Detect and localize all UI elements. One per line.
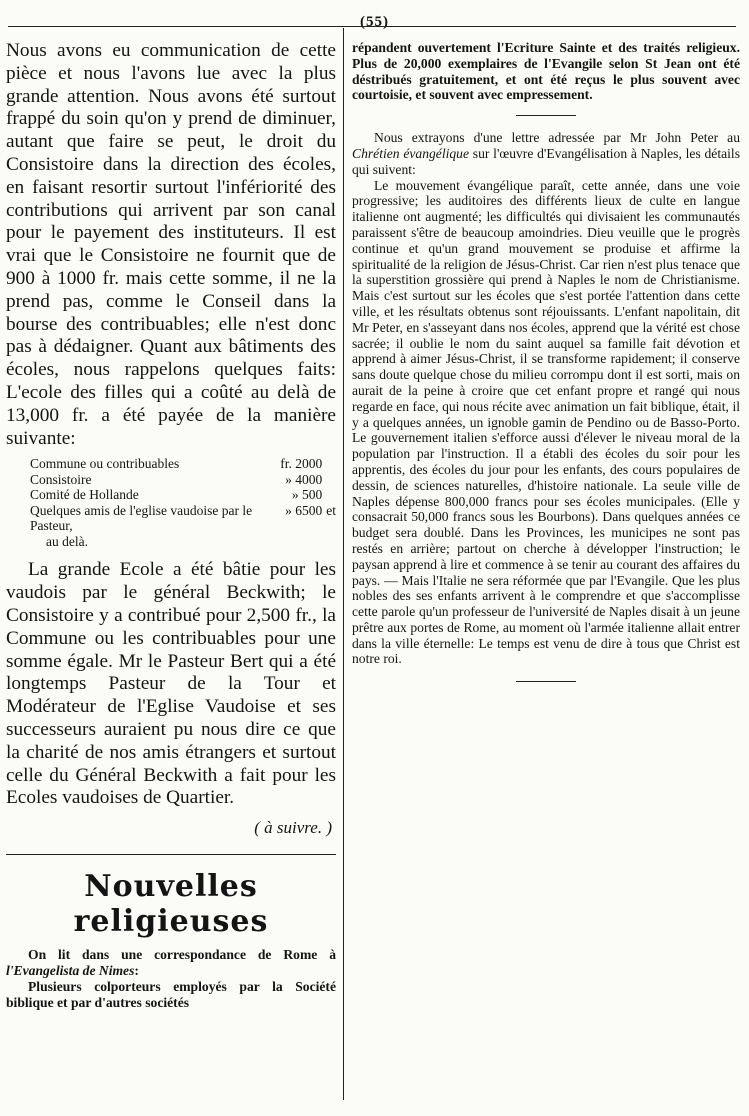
table-row: au delà. — [46, 533, 88, 549]
left-column — [6, 40, 336, 1100]
page-number: (55) — [360, 14, 389, 30]
end-rule — [516, 681, 576, 682]
left-paragraph-1: Nous avons eu communication de cette pièce et nous l'avons lue avec la plus grande attention. Nous avons été surtout frappé du soin qu'on y prend de diminuer, autant que faire se peut, le droit du Consistoire dans la direction des écoles, en faisant resortir surtout l'infériorité des contributions qui arrivent par son canal pour le payement des instituteurs. Il est vrai que le Consistoire ne fournit que de 900 à 1000 fr. mais cette somme, il ne la prend pas, comme le Conseil dans la bourse des contribuables; elle n'est donc pas à dédaigner. Quant aux bâtiments des écoles, nous rappelons quelques faits: L'ecole des filles qui a coûté au delà de 13,000 fr. a été payée de la manière suivante: — [6, 40, 336, 449]
right-column — [352, 40, 740, 1100]
table-row: Quelques amis de l'eglise vaudoise par le Pasteur, » 6500 et — [30, 502, 336, 534]
news-body: Plusieurs colporteurs employés par la Société biblique et par d'autres sociétés — [6, 978, 336, 1010]
continuation-note: ( à suivre. ) — [254, 818, 332, 838]
section-heading: Nouvelles religieuses — [73, 869, 269, 940]
letter-body: Le mouvement évangélique paraît, cette année, dans une voie progressive; les auditoires des différents lieux de culte en langue italienne ont augmenté; les difficultés qui divisaient les communautés paraissent s'être de beaucoup amoindries. Dieu veuille que le progrès continue et qu'un grand mouvement se produise et affirme la spiritualité de la religion de Jésus-Christ. Car rien n'est plus tenace que la superstition grossière qui prend à Naples le nom de Christianisme. Mais c'est surtout sur les écoles que s'est portée l'attention dans cette ville, et les résultats obtenus sont réjouissants. L'enfant napolitain, dit Mr Peter, en s'asseyant dans nos écoles, apprend que la vérité est chose sacrée; il oublie le nom du saint auquel sa famille fait dévotion et apprend à aimer Jésus-Christ, il se transforme rapidement; il conserve sans doute quelque chose du milieu corrompu dont il est sorti, mais on aurait de la peine à croire que cet enfant propre et rangé qui nous regarde en face, qui nous récite avec animation un fait biblique, était, il y a quelques années, un ignoble gamin de Pendino ou de Basso-Porto. Le gouvernement italien s'efforce aussi d'élever le niveau moral de la population par l'instruction. Il a établi des écoles du soir pour les apprentis, des écoles du jour pour les enfants, des cours populaires de dessin, de sciences naturelles, d'histoire nationale. La seule ville de Naples dépense 800,000 francs pour ses écoles municipales. (Elle y consacrait 50,000 francs sous les Bourbons). Dans quelques années ce budget sera doublé. Dans les Provinces, les municipes ne sont pas restés en arrière; partout on cherche à développer l'instruction; le paysan apprend à lire et commence à se tenir au courant des affaires du pays. — Mais l'Italie ne sera réformée que par l'Evangile. Que les plus nobles des ses enfants arrivent à le comprendre et que s'accomplisse cette parole qu'un professeur de l'université de Naples disait à un jeune prêtre aux portes de Rome, au moment où l'armée italienne allait entrer dans la ville éternelle: Le temps est venu de dire à tous que Christ est notre roi. — [352, 177, 740, 667]
right-paragraph-continued: répandent ouvertement l'Ecriture Sainte et des traités religieux. Plus de 20,000 exemplaires de l'Evangile selon St Jean ont été déstribués gratuitement, et ont été reçus le plus souvent avec courtoisie, et souvent avec empressement. — [352, 40, 740, 103]
letter-intro: Nous extrayons d'une lettre adressée par Mr John Peter au Chrétien évangélique sur l'œuvre d'Evangélisation à Naples, les détails qui suivent: — [352, 130, 740, 177]
table-row: Commune ou contribuables fr. 2000 — [30, 456, 323, 472]
news-intro: On lit dans une correspondance de Rome à l'Evangelista de Nimes: — [6, 947, 336, 978]
contributions-table — [6, 456, 336, 549]
table-row: Consistoire » 4000 — [30, 471, 323, 487]
short-rule — [516, 115, 576, 116]
left-paragraph-2: La grande Ecole a été bâtie pour les vaudois par le général Beckwith; le Consistoire y a contribué pour 2,500 fr., la Commune ou les contribuables pour une somme égale. Mr le Pasteur Bert qui a été longtemps Pasteur de la Tour et Modérateur de l'Eglise Vaudoise et ses successeurs auraient pu nous dire ce que la charité de nos amis étrangers et surtout celle du Général Beckwith a fait pour les Ecoles vaudoises de Quartier. — [6, 559, 336, 809]
section-rule — [6, 854, 336, 855]
column-divider — [343, 28, 344, 1100]
table-row: Comité de Hollande » 500 — [30, 487, 323, 503]
header-rule — [8, 26, 736, 27]
